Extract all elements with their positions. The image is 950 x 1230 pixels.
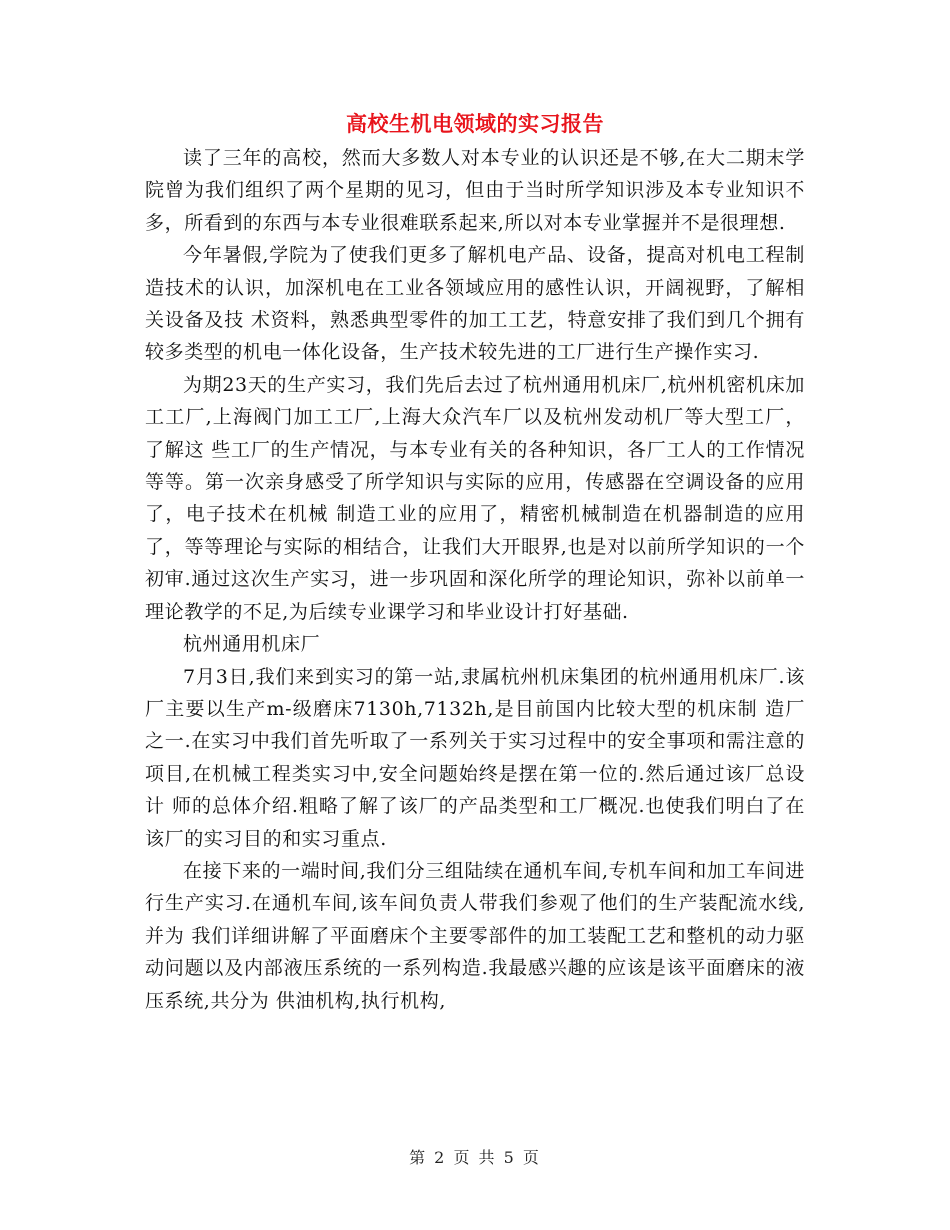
paragraph: 7月3日,我们来到实习的第一站,隶属杭州机床集团的杭州通用机床厂.该厂主要以生产m-级磨床7130h,7132h,是目前国内比较大型的机床制 造厂之一.在实习中我们首先听取了一系列关于实习过程中的安全事项和需注意的项目,在机械工程类实习中,安全问题始终是摆在第一位的.然后通过该厂总设计 师的总体介绍.粗略了解了该厂的产品类型和工厂概况.也使我们明白了在该厂的实习目的和实习重点. <box>145 665 805 850</box>
paragraph: 读了三年的高校，然而大多数人对本专业的认识还是不够,在大二期末学院曾为我们组织了两个星期的见习，但由于当时所学知识涉及本专业知识不多，所看到的东西与本专业很难联系起来,所以对本专业掌握并不是很理想. <box>145 147 805 234</box>
document-body <box>145 142 805 1017</box>
document-title: 高校生机电领域的实习报告 <box>346 111 604 136</box>
paragraph: 为期23天的生产实习，我们先后去过了杭州通用机床厂,杭州机密机床加工工厂,上海阀门加工工厂,上海大众汽车厂以及杭州发动机厂等大型工厂，了解这 些工厂的生产情况，与本专业有关的各种知识，各厂工人的工作情况等等。第一次亲身感受了所学知识与实际的应用，传感器在空调设备的应用了，电子技术在机械 制造工业的应用了，精密机械制造在机器制造的应用了，等等理论与实际的相结合，让我们大开眼界,也是对以前所学知识的一个初审.通过这次生产实习，进一步巩固和深化所学的理论知识，弥补以前单一理论教学的不足,为后续专业课学习和毕业设计打好基础. <box>145 373 805 623</box>
paragraph: 在接下来的一端时间,我们分三组陆续在通机车间,专机车间和加工车间进行生产实习.在通机车间,该车间负责人带我们参观了他们的生产装配流水线,并为 我们详细讲解了平面磨床个主要零部件的加工装配工艺和整机的动力驱动问题以及内部液压系统的一系列构造.我最感兴趣的应该是该平面磨床的液压系统,共分为 供油机构,执行机构, <box>145 859 805 1012</box>
page-number-footer: 第 2 页 共 5 页 <box>409 1148 541 1167</box>
paragraph: 今年暑假,学院为了使我们更多了解机电产品、设备，提高对机电工程制造技术的认识，加深机电在工业各领域应用的感性认识，开阔视野，了解相关设备及技 术资料，熟悉典型零件的加工工艺，特意安排了我们到几个拥有较多类型的机电一体化设备，生产技术较先进的工厂进行生产操作实习. <box>145 244 805 364</box>
section-heading: 杭州通用机床厂 <box>183 633 321 656</box>
